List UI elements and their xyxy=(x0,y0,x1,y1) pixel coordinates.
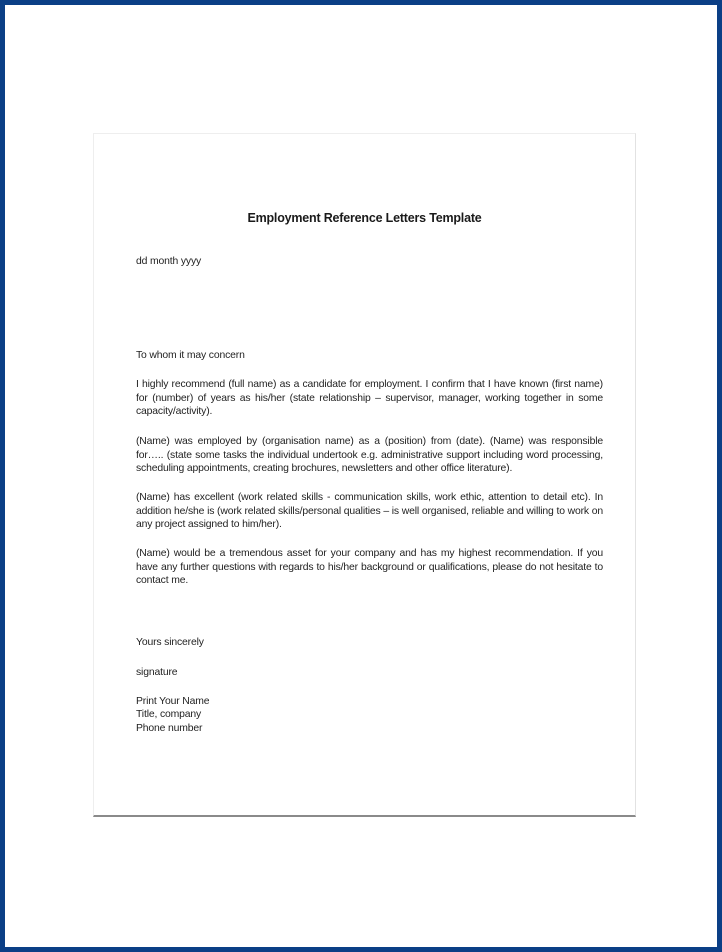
document-title: Employment Reference Letters Template xyxy=(247,211,482,225)
paragraph-recommendation: I highly recommend (full name) as a candidate for employment. I confirm that I have known (first name) for (number) of years as his/her (state relationship – supervisor, manager, working together in some capacity/activity). xyxy=(136,379,603,418)
paragraph-closing-remarks: (Name) would be a tremendous asset for your company and has my highest recommendation. If you have any further questions with regards to his/her background or qualifications, please do not hesitate to contact me. xyxy=(136,548,603,587)
paragraph-employment: (Name) was employed by (organisation name) as a (position) from (date). (Name) was responsible for….. (state some tasks the individual undertook e.g. administrative support including word processing, scheduling appointments, creating brochures, newsletters and other office literature). xyxy=(136,436,603,475)
letter-date: dd month yyyy xyxy=(136,256,202,267)
paragraph-skills: (Name) has excellent (work related skills - communication skills, work ethic, attention to detail etc). In addition he/she is (work related skills/personal qualities – is well organised, reliable and willing to work on any project assigned to him/her). xyxy=(136,492,603,531)
complimentary-close: Yours sincerely xyxy=(136,637,204,648)
salutation: To whom it may concern xyxy=(136,350,245,361)
signature-line: signature xyxy=(136,667,178,678)
title-company-line: Title, company xyxy=(136,709,202,720)
phone-number-line: Phone number xyxy=(136,723,203,734)
print-name-line: Print Your Name xyxy=(136,696,210,707)
document-page xyxy=(93,133,636,817)
